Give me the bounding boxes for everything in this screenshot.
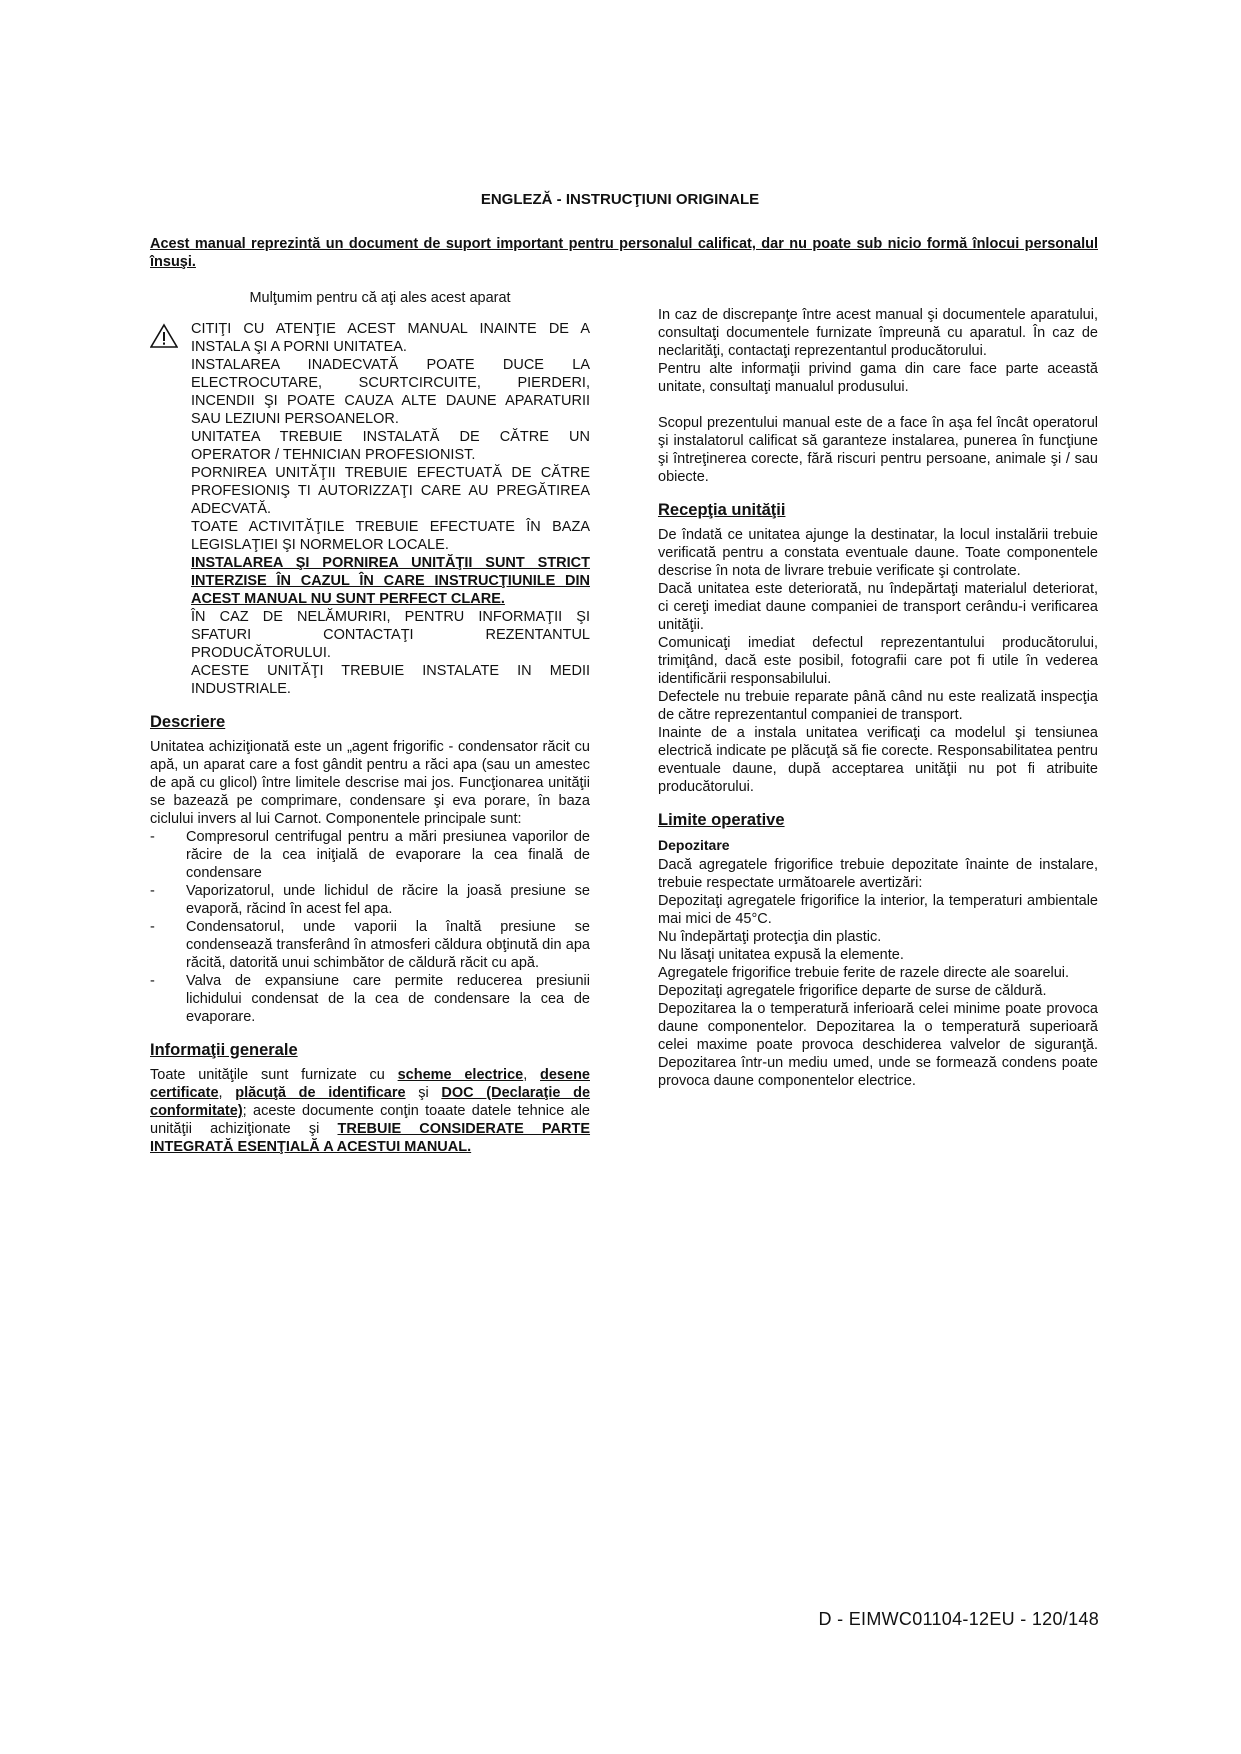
document-reference: D - EIMWC01104-12EU - 120/148 <box>818 1609 1099 1629</box>
warning-text: ACESTE UNITĂŢI TREBUIE INSTALATE IN MEDII INDUSTRIALE. <box>191 663 590 697</box>
list-item: - Condensatorul, unde vaporii la înaltă presiune se condensează transferând în atmosferi căldura obţinută din apa răcită, datorită unui schimbător de căldură răcit cu apă. <box>150 919 590 971</box>
descriere-text: Unitatea achiziţionată este un „agent frigorific - condensator răcit cu apă, un aparat care a fost gândit pentru a răci apa (sau un amestec de apă cu glicol) între limitele descrise mai jos. Funcţionarea unităţii se bazează pe comprimare, condensare şi eva porare, în baza ciclului invers al lui Carnot. Componentele principale sunt: <box>150 739 590 827</box>
warning-text: PORNIREA UNITĂŢII TREBUIE EFECTUATĂ DE CĂTRE PROFESIONIŞ TI AUTORIZZAŢI CARE AU PREGĂTIREA ADECVATĂ. <box>191 465 590 517</box>
list-dash: - <box>150 829 155 845</box>
warning-text: UNITATEA TREBUIE INSTALATĂ DE CĂTRE UN OPERATOR / TEHNICIAN PROFESIONIST. <box>191 429 590 463</box>
list-item: - Valva de expansiune care permite reducerea presiunii lichidului condensat de la cea de condensare la cea de evaporare. <box>150 973 590 1025</box>
list-dash: - <box>150 883 155 899</box>
warning-text: TOATE ACTIVITĂŢILE TREBUIE EFECTUATE ÎN BAZA LEGISLAŢIEI ŞI NORMELOR LOCALE. <box>191 519 590 553</box>
range-info-text: Pentru alte informaţii privind gama din care face parte această unitate, consultaţi manualul produsului. <box>658 361 1098 395</box>
warning-strong-text: INSTALAREA ŞI PORNIREA UNITĂŢII SUNT STRICT INTERZISE ÎN CAZUL ÎN CARE INSTRUCŢIUNILE DIN ACEST MANUAL NU SUNT PERFECT CLARE. <box>191 555 590 607</box>
depozitare-paragraph: Depozitaţi agregatele frigorifice la interior, la temperaturi ambientale mai mici de 45°C. <box>658 893 1098 927</box>
warning-text: INSTALAREA INADECVATĂ POATE DUCE LA ELECTROCUTARE, SCURTCIRCUITE, PIERDERI, INCENDII ŞI POATE CAUZA ALTE DAUNE APARATURII SAU LEZIUNI PERSOANELOR. <box>191 357 590 427</box>
depozitare-paragraph: Dacă agregatele frigorifice trebuie depozitate înainte de instalare, trebuie respectate următoarele avertizări: <box>658 857 1098 891</box>
depozitare-paragraph: Depozitarea la o temperatură inferioară celei minime poate provoca daune componentelor. Depozitarea la o temperatură superioară celei maxime poate provoca deschiderea valvelor de siguranţă. Depozitarea într-un mediu umed, unde se formează condens poate provoca daune componentelor electrice. <box>658 1001 1098 1089</box>
warning-block <box>150 320 590 698</box>
depozitare-paragraph: Depozitaţi agregatele frigorifice departe de surse de căldură. <box>658 983 1047 999</box>
depozitare-paragraph: Nu lăsaţi unitatea expusă la elemente. <box>658 947 904 963</box>
receptia-paragraph: Defectele nu trebuie reparate până când nu este realizată inspecţia de către reprezentantul companiei de transport. <box>658 689 1098 723</box>
discrepancy-text: In caz de discrepanţe între acest manual şi documentele aparatului, consultaţi documentele furnizate împreună cu aparatul. În caz de neclarităţi, contactaţi reprezentantul producătorului. <box>658 307 1098 359</box>
warning-text: CITIŢI CU ATENŢIE ACEST MANUAL INAINTE DE A INSTALA ŞI A PORNI UNITATEA. <box>191 321 590 355</box>
section-heading-descriere: Descriere <box>150 713 226 731</box>
right-column <box>658 306 1098 1090</box>
section-heading-limite: Limite operative <box>658 811 785 829</box>
receptia-paragraph: Comunicaţi imediat defectul reprezentantului producătorului, trimiţând, dacă este posibil, fotografii care pot fi utile în vederea identificării responsabilului. <box>658 635 1098 687</box>
page-title: ENGLEZĂ - INSTRUCŢIUNI ORIGINALE <box>480 191 760 208</box>
components-list <box>150 828 590 1026</box>
thank-you-line: Mulţumim pentru că aţi ales acest aparat <box>249 290 511 306</box>
list-item: - Compresorul centrifugal pentru a mări presiunea vaporilor de răcire de la cea iniţială de evaporare la cea finală de condensare <box>150 829 590 881</box>
list-item: - Vaporizatorul, unde lichidul de răcire la joasă presiune se evaporă, răcind în acest fel apa. <box>150 883 590 917</box>
section-heading-informatii: Informaţii generale <box>150 1041 298 1059</box>
list-dash: - <box>150 919 155 935</box>
left-column <box>150 289 590 1156</box>
receptia-paragraph: Inainte de a instala unitatea verificaţi ca modelul şi tensiunea electrică indicate pe plăcuţă să fie corecte. Responsabilitatea pentru eventuale daune, după acceptarea unităţii nu pot fi atribuite producătorului. <box>658 725 1098 795</box>
warning-triangle-icon <box>150 323 178 349</box>
list-dash: - <box>150 973 155 989</box>
subheading-depozitare: Depozitare <box>658 837 730 853</box>
purpose-text: Scopul prezentului manual este de a face în aşa fel încât operatorul şi instalatorul calificat să garanteze instalarea, punerea în funcţiune şi întreţinerea corecte, fără riscuri pentru persoane, animale şi / sau obiecte. <box>658 415 1098 485</box>
informatii-text: Toate unităţile sunt furnizate cu scheme electrice, desene certificate, plăcuţă de identificare şi DOC (Declaraţie de conformitate); aceste documente conţin toaate datele tehnice ale unităţii achiziţionate şi TREBUIE CONSIDERATE PARTE INTEGRATĂ ESENŢIALĂ A ACESTUI MANUAL. <box>150 1067 591 1155</box>
intro-notice: Acest manual reprezintă un document de suport important pentru personalul calificat, dar nu poate sub nicio formă înlocui personalul însuşi. <box>150 236 1098 270</box>
warning-text: ÎN CAZ DE NELĂMURIRI, PENTRU INFORMAŢII ŞI SFATURI CONTACTAŢI REZENTANTUL PRODUCĂTORULUI. <box>191 609 590 661</box>
depozitare-paragraph: Agregatele frigorifice trebuie ferite de razele directe ale soarelui. <box>658 965 1070 981</box>
depozitare-paragraph: Nu îndepărtaţi protecţia din plastic. <box>658 929 882 945</box>
section-heading-receptia: Recepţia unităţii <box>658 501 786 519</box>
receptia-paragraph: Dacă unitatea este deteriorată, nu îndepărtaţi materialul deteriorat, ci cereţi imediat daune companiei de transport cerându-i verificarea unităţii. <box>658 581 1098 633</box>
receptia-paragraph: De îndată ce unitatea ajunge la destinatar, la locul instalării trebuie verificată pentru a constata eventuale daune. Toate componentele descrise în nota de livrare trebuie verificate şi controlate. <box>658 527 1098 579</box>
